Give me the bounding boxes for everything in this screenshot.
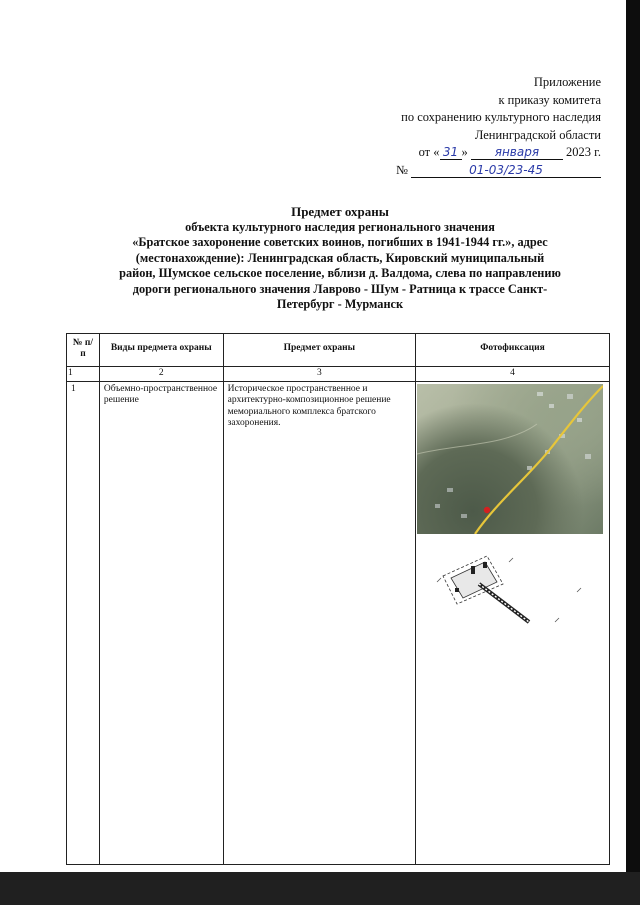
appendix-line-3: по сохранению культурного наследия [401, 110, 601, 124]
col-number-3: 3 [223, 367, 415, 382]
aerial-photo-overlay [417, 384, 603, 534]
appendix-line-2: к приказу комитета [498, 92, 601, 107]
header-photo: Фотофиксация [416, 334, 610, 367]
memorial-site-plan [417, 538, 603, 628]
row-photo-cell [416, 381, 610, 864]
row-kind: Объемно-пространственное решение [99, 381, 223, 864]
handwritten-day: 31 [440, 145, 462, 160]
date-year: 2023 г. [566, 145, 601, 159]
row-subject: Историческое пространственное и архитектурно-композиционное решение мемориального комплекса братского захоронения. [223, 381, 415, 864]
title-line-3: «Братское захоронение советских воинов, погибших в 1941-1944 гг.», адрес [132, 235, 548, 249]
table-row [67, 381, 610, 864]
col-number-4: 4 [416, 367, 610, 382]
header-kind: Виды предмета охраны [99, 334, 223, 367]
appendix-line-1: Приложение [533, 75, 601, 89]
title-line-2: объекта культурного наследия регионального значения [185, 219, 495, 234]
title-line-7: Петербург - Мурманск [276, 297, 404, 311]
table-header-row [67, 334, 610, 367]
order-number-line: № 01-03/23-45 [281, 162, 601, 180]
order-date-line: от « 31 » января 2023 г. [418, 145, 601, 159]
protection-subject-table [66, 333, 610, 865]
col-number-1: 1 [67, 367, 100, 382]
title-line-6: дороги регионального значения Лаврово - Шум - Ратница к трассе Санкт- [132, 281, 548, 296]
scan-edge-bottom [0, 872, 640, 905]
site-plan-drawing [417, 538, 603, 628]
title-line-5: район, Шумское сельское поселение, вблизи д. Валдома, слева по направлению [119, 266, 561, 280]
title-line-4: (местонахождение): Ленинградская область, Кировский муниципальный [135, 250, 545, 265]
document-title [70, 204, 610, 313]
appendix-line-4: Ленинградской области [474, 127, 601, 142]
header-number: № п/п [67, 334, 100, 367]
table-column-numbers-row [67, 367, 610, 382]
header-subject: Предмет охраны [223, 334, 415, 367]
col-number-2: 2 [99, 367, 223, 382]
handwritten-month: января [471, 145, 563, 160]
scan-edge-right [626, 0, 640, 905]
row-number: 1 [67, 381, 100, 864]
handwritten-order-number: 01-03/23-45 [411, 163, 601, 178]
title-line-1: Предмет охраны [291, 204, 389, 219]
appendix-header [281, 74, 601, 179]
aerial-photo [417, 384, 603, 534]
